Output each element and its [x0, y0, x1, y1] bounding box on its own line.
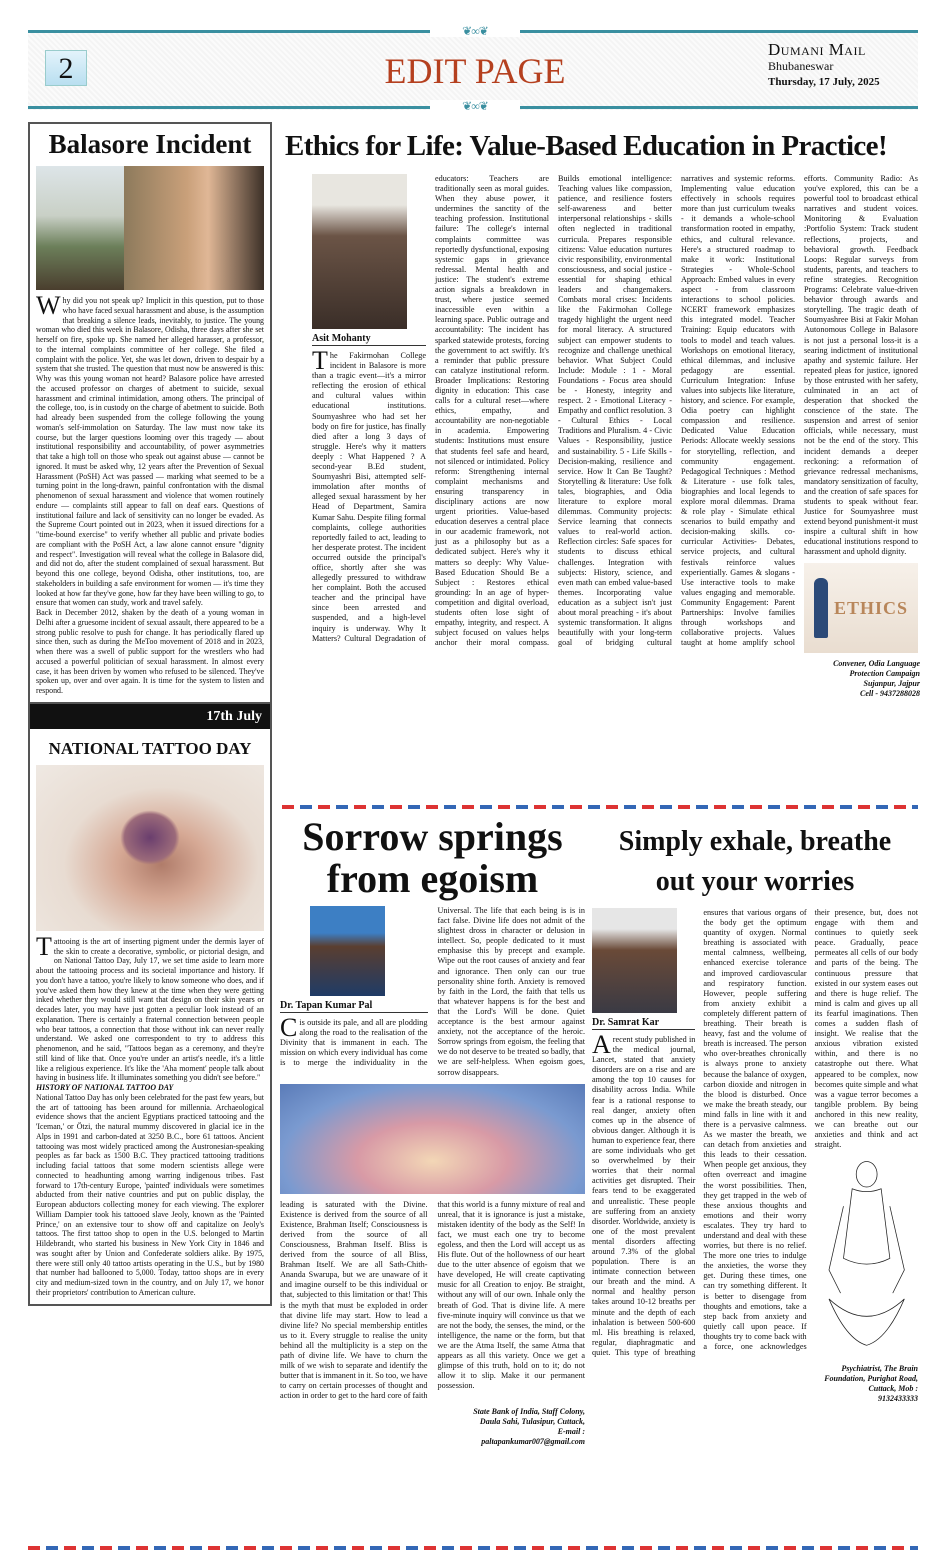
exhale-headline: Simply exhale, breathe out your worries	[618, 826, 892, 897]
sorrow-article	[280, 816, 585, 1447]
ethics-signature: Convener, Odia Language Protection Campaign Sujanpur, Jajpur Cell - 9437288028	[833, 658, 920, 698]
city: Bhubaneswar	[768, 59, 834, 73]
meditation-figure-icon	[815, 1154, 918, 1354]
tattoo-photo	[36, 765, 264, 931]
sorrow-body-top: Dr. Tapan Kumar Pal Cis outside its pale, and all are plodding along the road to the realisation of the Divinity that is immanent in each. The mission on which every individual has come is to merge the individuality in the Universal. The life that each being is is in fact false. Divine life does not admit of the slightest dross in character or delusion in intellect. So, people dedicated to it must emphasise this by precept and example. Wipe out the root causes of anxiety and fear and ignorance. Then only can our true personality shine forth. Anxiety is removed by faith in the Lord, the faith that tells us that whatever happens is for the best and that the Lord's Will be done. Quiet acceptance is the best armour against anxiety, not the acceptance of the heroic. Sorrow springs from egoism, the feeling that we do not deserve to be treated so badly, that we are self-helpless. When egoism goes, sorrow disappears.	[280, 906, 585, 1077]
tattoo-design	[120, 810, 180, 865]
airmail-divider	[282, 805, 918, 809]
balasore-article	[28, 122, 272, 704]
author-block	[592, 908, 695, 1030]
section-title: EDIT PAGE	[384, 51, 566, 91]
sorrow-signature: State Bank of India, Staff Colony, Daula Sahi, Tulasipur, Cuttack, E-mail : paltapankumar007@gmail.com	[473, 1407, 585, 1447]
left-column	[28, 122, 272, 1306]
author-block	[312, 174, 426, 346]
date: Thursday, 17 July, 2025	[768, 76, 880, 88]
balasore-body: Why did you not speak up? Implicit in this question, put to those who have faced sexual harassment and abuse, is the assumption that breaking a silence leads, inevitably, to justice. The young woman who died this week in Balasore, Odisha, three days after she set herself on fire, spoke up. She named her alleged harasser, a professor, to the internal complaints committee of her college. She filed a complaint with the police. Yet, she was let down, driven to despair by a system that she trusted. The question that must now be answered is this: Why was this young woman not heard? Balasore police have arrested the accused professor on charges of abetment to suicide, sexual harassment and criminal intimidation, among others. The principal of the college, too, is in custody on the charge of abetment to suicide. Both had already been suspended from the college following the young woman's self-immolation on Saturday. The law must now take its course, but the larger questions looming over this tragedy — about institutional responsibility and accountability, of power asymmetries that take a high toll on those who speak out against abuse — cannot be ignored. It must be asked why, 12 years after the Prevention of Sexual Harassment (PoSH) Act was passed — marking what seemed to be a turning point in the long-drawn, painful confrontation with the dismal phenomenon of sexual harassment and violence that women routinely endure — complaints still appear to fall on deaf ears. Questions of institutional failure and lack of sensitivity can no longer be evaded. As the Supreme Court pointed out in 2023, when it issued directions for a "time-bound exercise" to verify whether all public and private bodies are compliant with the PoSH Act, a law alone cannot ensure "dignity and respect". Investigation will reveal what the college in Balasore did, and did not do, after the student complained of sexual harassment. But beyond this one college, beyond Odisha, other institutions, too, are stakeholders in building a safe environment for women — it's time they looked at how far they've gone, how far they have been willing to go, to ensure that women can study, work and travel safely. Back in December 2012, shaken by the death of a young woman in Delhi after a gruesome incident of sexual assault, there appeared to be a strong public resolve to push for change. It has periodically flared up since then, such as during the MeToo movement of 2018 and in 2023, when there was a swell of public support for the wrestlers who had accused a powerful politician of sexual harassment. In almost every case, it has been driven by women who refused to be silenced. They've spoken up, over and over again. It is time for the system to listen and respond.	[36, 291, 264, 695]
portrait-photo	[124, 166, 264, 290]
ethics-body: Asit Mohanty The Fakirmohan College incident in Balasore is more than a tragic event—it's a mirror reflecting the erosion of ethical and cultural values within educational institutions. Soumyashree who had set her body on fire for justice, has finally died after a long 3 days of struggle. Here's why it matters deeply : What Happened ? A second-year B.Ed student, Soumyashri Bisi, attempted self-immolation after months of alleged sexual harassment by her Head of Department, Samira Kumar Sahu. Despite filing formal complaints, college authorities reportedly failed to act, leading to her desperate protest. The incident occurred outside the principal's office, shortly after she was allegedly pressured to withdraw her complaint. Both the accused teacher and the principal have since been arrested and suspended, and a high-level inquiry is underway. Why It Matters? Cultural Degradation of educators: Teachers are traditionally seen as moral guides. When they abuse power, it undermines the sanctity of the teaching profession. Institutional failure: The college's internal complaints committee was reportedly dysfunctional, exposing systemic gaps in grievance redressal. Mental health and justice: The student's extreme action signals a breakdown in trust, where justice seemed inaccessible even within a learning space. Public outrage and accountability: The incident has sparked statewide protests, forcing the government to act swiftly. It's a reminder that public pressure can catalyze institutional reform. Broader Implications: Restoring dignity in education: This case calls for a cultural reset—where ethics, empathy, and accountability are non-negotiable in academia. Empowering students: Institutions must ensure that students feel safe and heard, not silenced or intimidated. Policy reform: Strengthening internal complaint mechanisms and ensuring transparency in disciplinary actions are now urgent priorities. Value-based education deserves a central place in our academic framework, not just as a philosophy but as a dedicated subject. Here's why it matters so deeply: Why Value-Based Education Should Be a Subject : Restores ethical grounding: In an age of hyper-competition and digital overload, students often lose sight of empathy, integrity, and respect. A subject focused on values helps anchor their moral compass. Builds emotional intelligence: Teaching values like compassion, patience, and resilience fosters self-awareness and better interpersonal relationships - skills often neglected in traditional curricula. Prepares responsible citizens: Value education nurtures civic responsibility, environmental consciousness, and social justice - essential for shaping ethical leaders and changemakers. Combats moral crises: Incidents like the Fakirmohan College tragedy highlight the urgent need for moral literacy. A structured subject can empower students to recognize and challenge unethical behavior. What Subject Could Include: Module : 1 - Moral Foundations - Focus area should be - Honesty, integrity and respect. 2 - Emotional Literacy - Empathy and conflict resolution. 3 - Cultural Ethics - Local Traditions and Pluralism. 4 - Civic Values - Responsibility, justice and sustainability. 5 - Life Skills - Decision-making, resilience and service. How It Can Be Taught? Storytelling & literature: Use folk tales, biographies, and Odia literature to explore moral dilemmas. Community projects: Service learning that connects values to real-world action. Reflection circles: Safe spaces for students to discuss ethical challenges. Integration with subjects: History, science, and even math can embed value-based themes. Incorporating value education as a subject isn't just about moral preaching - it's about systemic transformation. It aligns beautifully with your long-term goal of bridging cultural narratives and systemic reforms. Implementing value education effectively in schools requires more than just curriculum tweaks - it demands a whole-school transformation rooted in empathy, ethics, and cultural relevance. Here's a structured roadmap to make it work: Institutional Strategies - Whole-School Approach: Embed values in every aspect - from classroom interactions to school policies. NCERT framework emphasizes this integrated model. Teacher Training: Equip educators with tools to model and teach values. Workshops on emotional literacy, ethical dilemmas, and inclusive pedagogy are essential. Curriculum Integration: Infuse values into subjects like literature, history, and science. For example, Odia poetry can highlight compassion and resilience. Dedicated Value Education Periods: Allocate weekly sessions for storytelling, reflection, and community engagement. Pedagogical Techniques : Method & Literature - use folk tales, biographies and local legends to explore moral dilemmas. Drama & role play - Simulate ethical scenarios to build empathy and decision-making skills. co-curricular Activities- Debates, service projects, and cultural festivals reinforce values experientially. Games & slogans - Use interactive tools to make values engaging and memorable. Community Engagement: Parent Partnerships: Involve families through workshops and collaborative projects. Values taught at home amplify school efforts. Community Radio: As you've explored, this can be a powerful tool to broadcast ethical narratives and student voices. Monitoring & Evaluation :Portfolio System: Track student reflections, projects, and behavioral growth. Feedback Loops: Regular surveys from students, parents, and teachers to refine strategies. Recognition Programs: Celebrate value-driven behavior through awards and storytelling. The tragic death of Soumyashree Bisi at Fakir Mohan Autonomous College in Balasore is not just a personal loss-it is a searing indictment of institutional apathy and systemic failure. Her repeated pleas for justice, ignored by those entrusted with her safety, culminated in an act of desperation that shocked the conscience of the state. The suspension and arrest of senior officials, while necessary, must not be the end of the story. This incident demands a deeper reckoning: a reformation of grievance redressal mechanisms, mandatory sensitization of faculty, and the creation of safe spaces for students to speak without fear. Justice for Soumyashree must extend beyond punishment-it must inspire a cultural shift in how educational institutions respond to harassment and uphold dignity. ETHICS	[312, 174, 918, 653]
tattoo-subhead: HISTORY OF NATIONAL TATTOO DAY	[36, 1083, 174, 1092]
ethics-illustration	[804, 563, 918, 653]
tattoo-body: Tattooing is the art of inserting pigment under the dermis layer of the skin to create a decorative, symbolic, or pictorial design, and on National Tattoo Day, July 17, we set time aside to learn more about the tattooing process and its societal importance and history. If you don't have a tattoo, you're likely to know someone who does, and if you've asked them how they knew at the time when they were getting inked whether they would still want that design on their skin years or decades later, you may have just gotten a peculiar look instead of an explanation. There is certainly a fraternal connection between people who bear tattoos, a connection that those without ink can never really understand. We asked one correspondent to try to address this phenomenon, and he said, "Tattoos began as a ceremony, and they're still kind of like that. Once you're under an artist's needle, it's a little like a religious experience. It's like the 'Aha moment' people talk about having in business life. It illuminates something you didn't see before." HISTORY OF NATIONAL TATTOO DAY National Tattoo Day has only been celebrated for the past few years, but the art of tattooing has been around for millennia. Archaeological evidence shows that the ancient Egyptians practiced tattooing and the 'Iceman,' or Ötzi, the natural mummy discovered in glacial ice in the Alps in 1991 and carbon-dated at 3250 B.C., bore 61 tattoos. Ancient tattooing was most widely practiced among the Austronesian-speaking peoples as far back as 1500 B.C. They practiced tattooing traditions including facial tattoos that some modern scientists allege were connected to headhunting among warring indigenous tribes. Fast forward to 17th-century Europe, 'painted' individuals were sometimes abducted from their native countries and put on public display, the European abductors collecting money for each viewing. The explorer William Dampier took his tattooed slave Jeoly, known as the 'Painted Prince,' on an extensive tour to show off and capitalize on Jeoly's tattoos. The first tattoo shop to open in the U.S. belonged to Martin Hildebrandt, who started his business in New York City in 1846 and was sought after by Union and Confederate soldiers alike. By 1975, there were still only 40 tattoo artists operating in the U.S., but by 1980 that number had ballooned to 5,000. Today, tattoo shops are in every city and medium-sized town in the country, and on July 17, we honor their proprietors' contribution to American culture.	[36, 931, 264, 1297]
businessman-figure	[814, 578, 828, 638]
exhale-article	[592, 822, 918, 1404]
crowd-photo	[36, 166, 124, 290]
paper-name: Dumani Mail	[768, 40, 866, 59]
hands-light-photo	[280, 1084, 585, 1194]
ethics-article	[285, 126, 920, 699]
masthead	[768, 42, 880, 90]
sorrow-body-bottom: leading is saturated with the Divine. Existence is derived from the source of all Existence, Brahman Itself; Consciousness is derived from the source of all Consciousness, Brahman Itself. Bliss is derived from the source of all Bliss, Brahman Itself. We are all Sath-Chith-Ananda Swarupa, but we are unaware of it and imagine ourself to be this individual or that, subjected to this limitation or that! This is the myth that must be exploded in order that divine life may start. How to lead a divine life? No special membership entitles us to it. Every struggle to realise the unity behind all the multiplicity is a step on the path of divine life. We have to churn the milk of we wish to separate and identify the butter that is immanent in it. So too, we have to carry on certain processes of thought and action in order to get to the hard core of faith that this world is a funny mixture of real and unreal, that it is ignorance is just a mistake, mistaken identity of the body as the Self! In fact, we must each one try to become egoless, and then the Lord will accept us as His flute. Out of the hollowness of our heart due to the utter absence of egoism that we have developed, He will create captivating music for all Creation to enjoy. Be straight, without any will of our own. Inhale only the breath of God. That is divine life. A mere five-minute inquiry will convince us that we are not the body, the senses, the mind, or the intelligence, the name or the form, but that we are the Atma Itself, the same Atma that appears as all this variety. Once we get a glimpse of this truth, hold on to it; do not allow it to slip. Make it our permanent possession.	[280, 1199, 585, 1401]
balasore-title: Balasore Incident	[48, 129, 252, 159]
sorrow-headline: Sorrow springs from egoism	[302, 814, 563, 901]
author-block	[280, 906, 428, 1013]
tapan-kumar-pal-photo	[310, 906, 385, 996]
ethics-author: Asit Mohanty	[312, 332, 426, 346]
sorrow-author: Dr. Tapan Kumar Pal	[280, 999, 428, 1013]
asit-mohanty-photo	[312, 174, 407, 329]
exhale-body: Dr. Samrat Kar Arecent study published in the medical journal, Lancet, stated that anxiety disorders are on a rise and are among the top 10 causes for disability across India. While fear is a rational response to real danger, anxiety often comes up in the absence of obvious danger. Although it is human to experience fear, there are some individuals who get so overwhelmed by their worries that their normal activities get disrupted. Their fears tend to be exaggerated and unrealistic. These people are suffering from an anxiety disorder. Worldwide, anxiety is one of the most prevalent mental disorders affecting around 7.3% of the global population. There is an intimate connection between our breath and the mind. A normal and healthy person takes around 10-12 breaths per minute and the depth of each inhalation is between 500-600 ml. His breathing is relaxed, regular, diaphragmatic and quiet. This type of breathing ensures that various organs of the body get the optimum quantity of oxygen. Normal breathing is associated with mental calmness, wellbeing, enhanced exercise tolerance and improved cardiovascular and respiratory function. However, people suffering from anxiety exhibit a completely different pattern of breathing. Their breath is heavy, fast and the volume of breath is increased. The person who over-breathes chronically is always prone to anxiety because the balance of oxygen, carbon dioxide and nitrogen in the blood is disturbed. Once we make the breath steady, our mind falls in line with it and there is a pervasive calmness. As we master the breath, we can detach from anxieties and this leads to their cessation. When people get anxious, they often overreact and imagine the worst possibilities. Then, they get trapped in the web of these anxious thoughts and emotions and their worry escalates. They try hard to understand and deal with these worries, but there is no relief. The more one tries to indulge the anxieties, the worse they get. During these times, one can try something different. It is better to disengage from thoughts and emotions, take a step back from anxiety and quietly call upon peace. If thoughts try to come back with a force, one acknowledges their presence, but, does not engage with them and continues to quietly seek peace. Gradually, peace permeates all cells of our body and parts of the being. The continuous pressure that existed in our system eases out and there is huge relief. The mind is calm and gives up all its fearful imaginations. Then comes a sudden flash of insight. We realise that the anxious vibration existed within, and there is no catastrophe out there. What appeared to be complex, now becomes quite simple and what was a vague terror becomes a tangible problem. By being anchored in this new reality, we can breathe out our anxieties and think and act straight.	[592, 908, 918, 1357]
ornament-icon: ❦∞❦	[430, 25, 520, 37]
ornament-icon: ❦∞❦	[430, 100, 520, 112]
page-number: 2	[45, 50, 87, 86]
exhale-signature: Psychiatrist, The Brain Foundation, Purighat Road, Cuttack, Mob : 9132433333	[824, 1364, 918, 1403]
date-bar: 17th July	[30, 704, 270, 729]
footer-airmail-divider	[28, 1546, 918, 1550]
ethics-blocks: ETHICS	[834, 597, 909, 618]
tattoo-title: NATIONAL TATTOO DAY	[48, 738, 252, 758]
ethics-headline: Ethics for Life: Value-Based Education in Practice!	[285, 130, 888, 162]
exhale-author: Dr. Samrat Kar	[592, 1016, 695, 1030]
balasore-photos	[36, 166, 264, 290]
samrat-kar-photo	[592, 908, 677, 1013]
tattoo-article	[28, 704, 272, 1306]
